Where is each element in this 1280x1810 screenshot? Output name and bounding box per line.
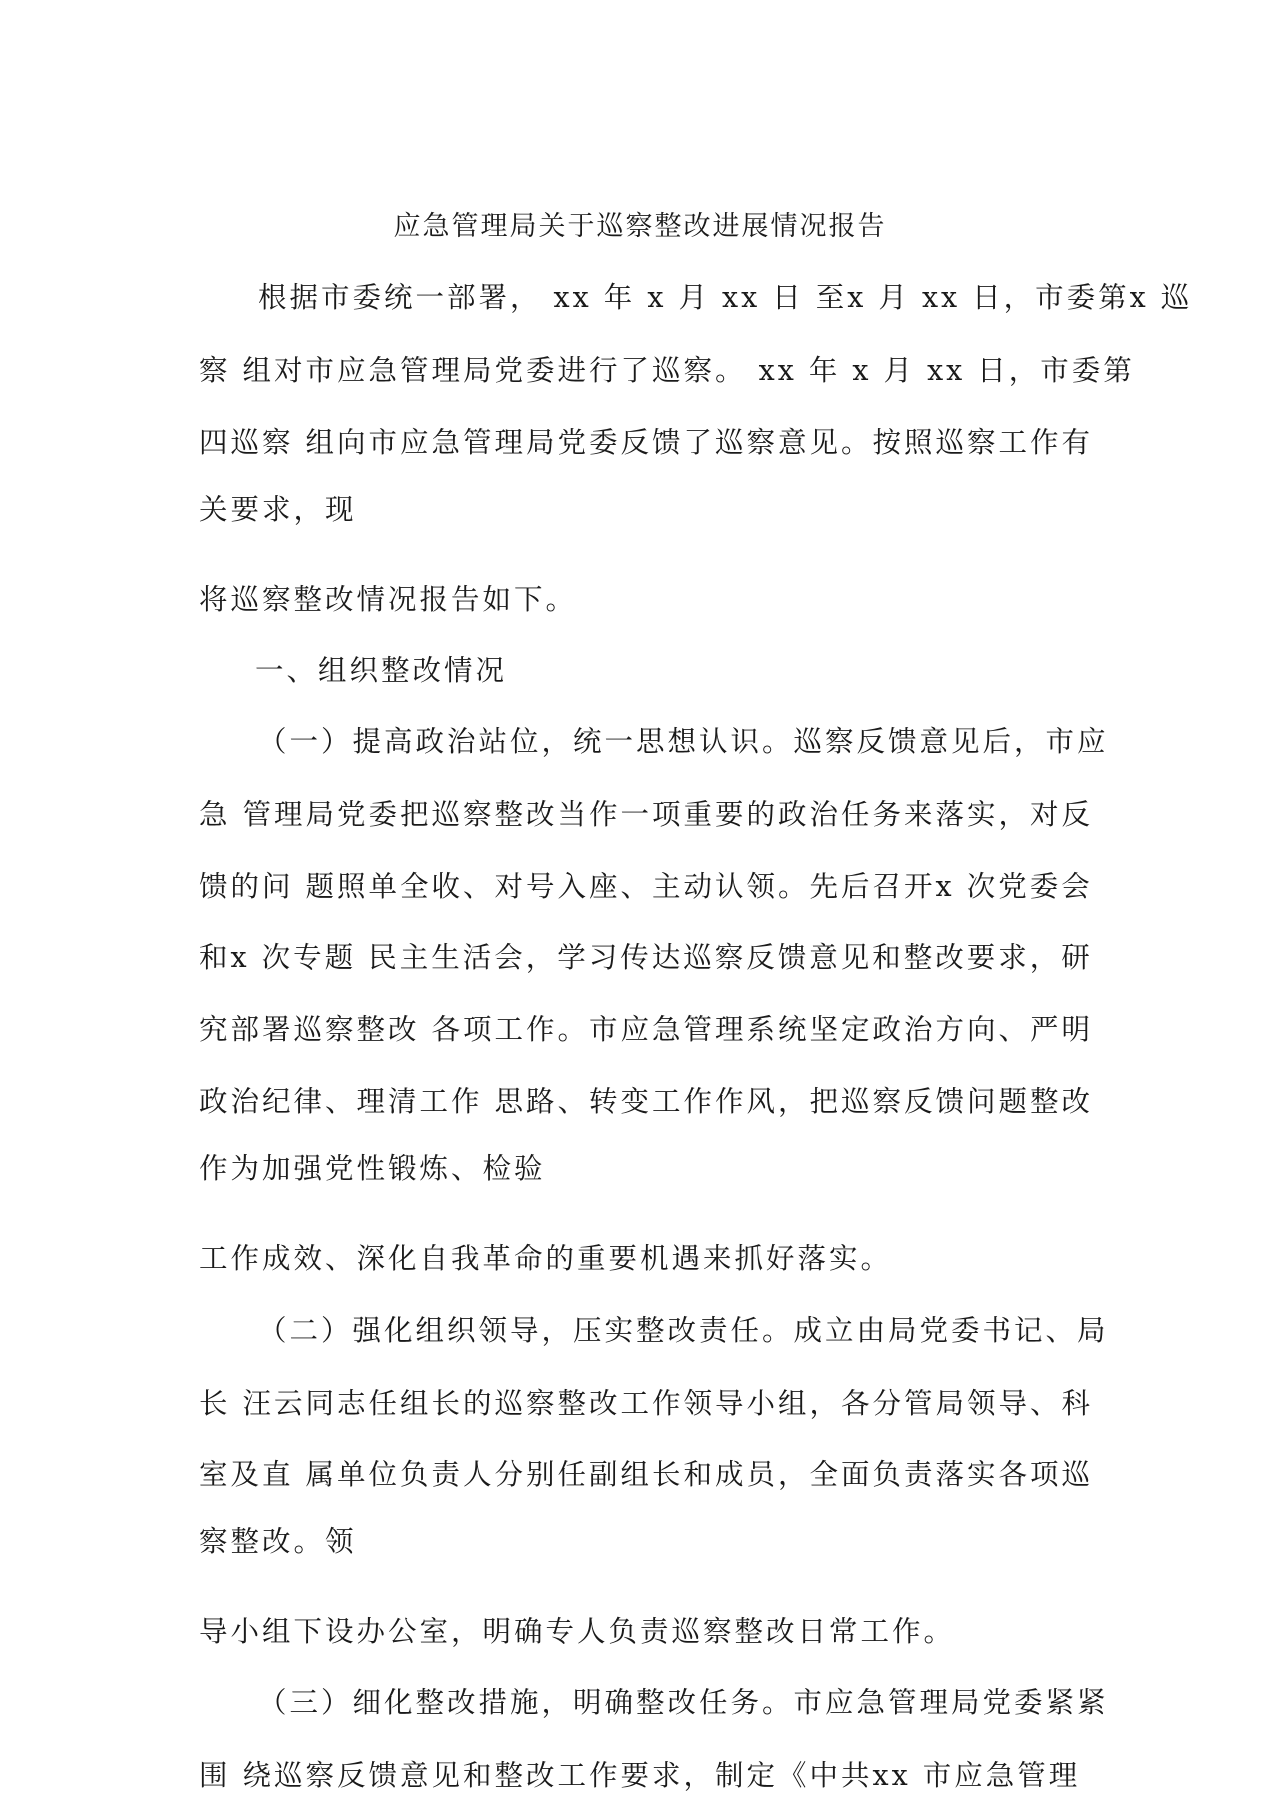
section-heading: 一、组织整改情况 bbox=[255, 654, 508, 687]
body-line: 馈的问 题照单全收、对号入座、主动认领。先后召开x 次党委会 bbox=[199, 870, 1093, 903]
body-line: 导小组下设办公室，明确专人负责巡察整改日常工作。 bbox=[199, 1615, 956, 1648]
body-line: 政治纪律、理清工作 思路、转变工作作风，把巡察反馈问题整改 bbox=[199, 1085, 1094, 1118]
body-line: 围 绕巡察反馈意见和整改工作要求，制定《中共xx 市应急管理 bbox=[199, 1759, 1081, 1792]
body-line: 作为加强党性锻炼、检验 bbox=[199, 1152, 546, 1185]
body-line: 察整改。领 bbox=[199, 1525, 357, 1558]
body-line: 和x 次专题 民主生活会，学习传达巡察反馈意见和整改要求，研 bbox=[199, 941, 1093, 974]
body-line: 究部署巡察整改 各项工作。市应急管理系统坚定政治方向、严明 bbox=[199, 1013, 1094, 1046]
body-line: 急 管理局党委把巡察整改当作一项重要的政治任务来落实，对反 bbox=[199, 798, 1094, 831]
body-line: 室及直 属单位负责人分别任副组长和成员，全面负责落实各项巡 bbox=[199, 1458, 1094, 1491]
body-line: 工作成效、深化自我革命的重要机遇来抓好落实。 bbox=[199, 1242, 893, 1275]
body-line: （一）提高政治站位，统一思想认识。巡察反馈意见后，市应 bbox=[258, 725, 1109, 758]
document-title: 应急管理局关于巡察整改进展情况报告 bbox=[393, 211, 887, 242]
body-line: （二）强化组织领导，压实整改责任。成立由局党委书记、局 bbox=[258, 1314, 1109, 1347]
body-line: 根据市委统一部署， xx 年 x 月 xx 日 至x 月 xx 日，市委第x 巡 bbox=[258, 281, 1193, 314]
body-line: 察 组对市应急管理局党委进行了巡察。 xx 年 x 月 xx 日，市委第 bbox=[199, 354, 1135, 387]
body-line: 关要求，现 bbox=[199, 493, 357, 526]
body-line: 四巡察 组向市应急管理局党委反馈了巡察意见。按照巡察工作有 bbox=[199, 426, 1094, 459]
body-line: 将巡察整改情况报告如下。 bbox=[199, 583, 578, 616]
body-line: 长 汪云同志任组长的巡察整改工作领导小组，各分管局领导、科 bbox=[199, 1387, 1094, 1420]
body-line: （三）细化整改措施，明确整改任务。市应急管理局党委紧紧 bbox=[258, 1686, 1109, 1719]
